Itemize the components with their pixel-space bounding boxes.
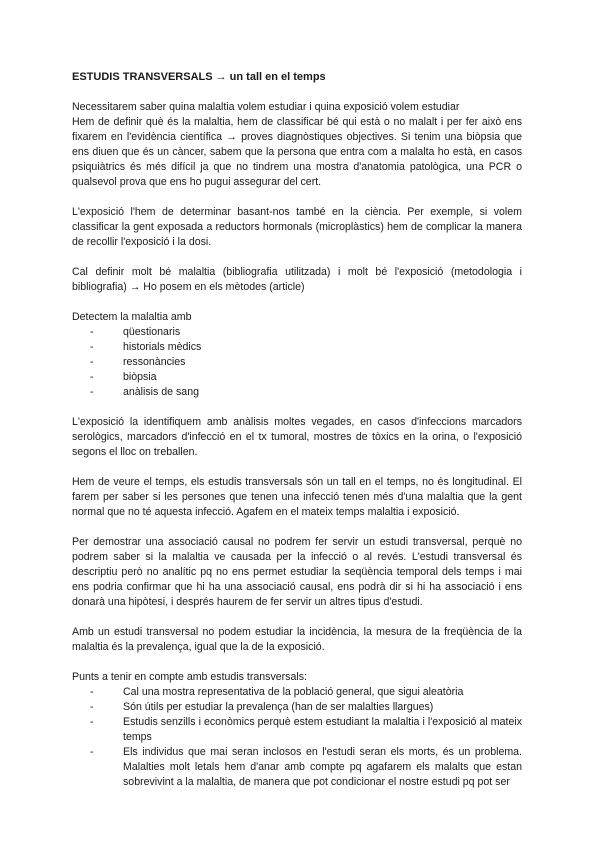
paragraph-definitions-methods: Cal definir molt bé malaltia (bibliografia utilitzada) i molt bé l'exposició (metodologia i bibliografia) → Ho posem en els mètodes (article) [72, 266, 522, 293]
list-item: - Estudis senzills i econòmics perquè estem estudiant la malaltia i l'exposició al mateix temps [90, 715, 522, 745]
paragraph-exposure-identification: L'exposició la identifiquem amb anàlisis moltes vegades, en casos d'infeccions marcadors serològics, marcadors d'infecció en el tx tumoral, mostres de tòxics en la orina, o l'exposició segons el lloc on treballen. [72, 416, 522, 458]
detection-intro: Detectem la malaltia amb [72, 311, 192, 323]
list-item: - Són útils per estudiar la prevalença (han de ser malalties llargues) [90, 700, 522, 715]
list-item: - Cal una mostra representativa de la població general, que sigui aleatòria [90, 685, 522, 700]
list-item: - Els individus que mai seran inclosos en l'estudi seran els morts, és un problema. Malalties molt letals hem d'anar amb compte pq agafarem els malalts que estan sobrevivint a la malaltia, de manera que pot condicionar el nostre estudi pq pot ser [90, 745, 522, 790]
list-item: - anàlisis de sang [90, 385, 522, 400]
points-list [72, 685, 522, 790]
paragraph-disease-definition: Hem de definir què és la malaltia, hem de classificar bé qui està o no malalt i per fer això ens fixarem en l'evidència científica → proves diagnòstiques objectives. Si tenim una biòpsia que ens diuen que és un càncer, sabem que la persona que entra com a malalta ho està, en casos psiquiàtrics és més difícil ja que no tindrem una mostra d'anatomia patològica, una PCR o qualsevol prova que ens ho pugui assegurar del cert. [72, 116, 522, 188]
paragraph-exposure: L'exposició l'hem de determinar basant-nos també en la ciència. Per exemple, si volem classificar la gent exposada a reductors hormonals (microplàstics) hem de complicar la manera de recollir l'exposició i la dosi. [72, 206, 522, 248]
points-intro: Punts a tenir en compte amb estudis transversals: [72, 671, 307, 683]
detection-list [72, 325, 522, 400]
paragraph-prevalence: Amb un estudi transversal no podem estudiar la incidència, la mesura de la freqüència de la malaltia és la prevalença, igual que la de la exposició. [72, 626, 522, 653]
list-item: - qüestionaris [90, 325, 522, 340]
list-item: - ressonàncies [90, 355, 522, 370]
list-item: - historials mèdics [90, 340, 522, 355]
section-title: ESTUDIS TRANSVERSALS → un tall en el temps [72, 71, 326, 83]
paragraph-time: Hem de veure el temps, els estudis transversals són un tall en el temps, no és longitudinal. El farem per saber si les persones que tenen una infecció tenen més d'una malaltia que la gent normal que no té aquesta infecció. Agafem en el mateix temps malaltia i exposició. [72, 476, 522, 518]
list-item: - biòpsia [90, 370, 522, 385]
paragraph-causal-association: Per demostrar una associació causal no podrem fer servir un estudi transversal, perquè no podrem saber si la malaltia ve causada per la infecció o al revés. L'estudi transversal és descriptiu però no analític pq no ens permet estudiar la seqüència temporal dels temps i mai ens podria confirmar que hi ha una associació causal, ens podrà dir si hi ha associació i ens donarà una hipòtesi, i després haurem de fer servir un altres tipus d'estudi. [72, 536, 522, 608]
paragraph-objective: Necessitarem saber quina malaltia volem estudiar i quina exposició volem estudiar [72, 101, 460, 113]
